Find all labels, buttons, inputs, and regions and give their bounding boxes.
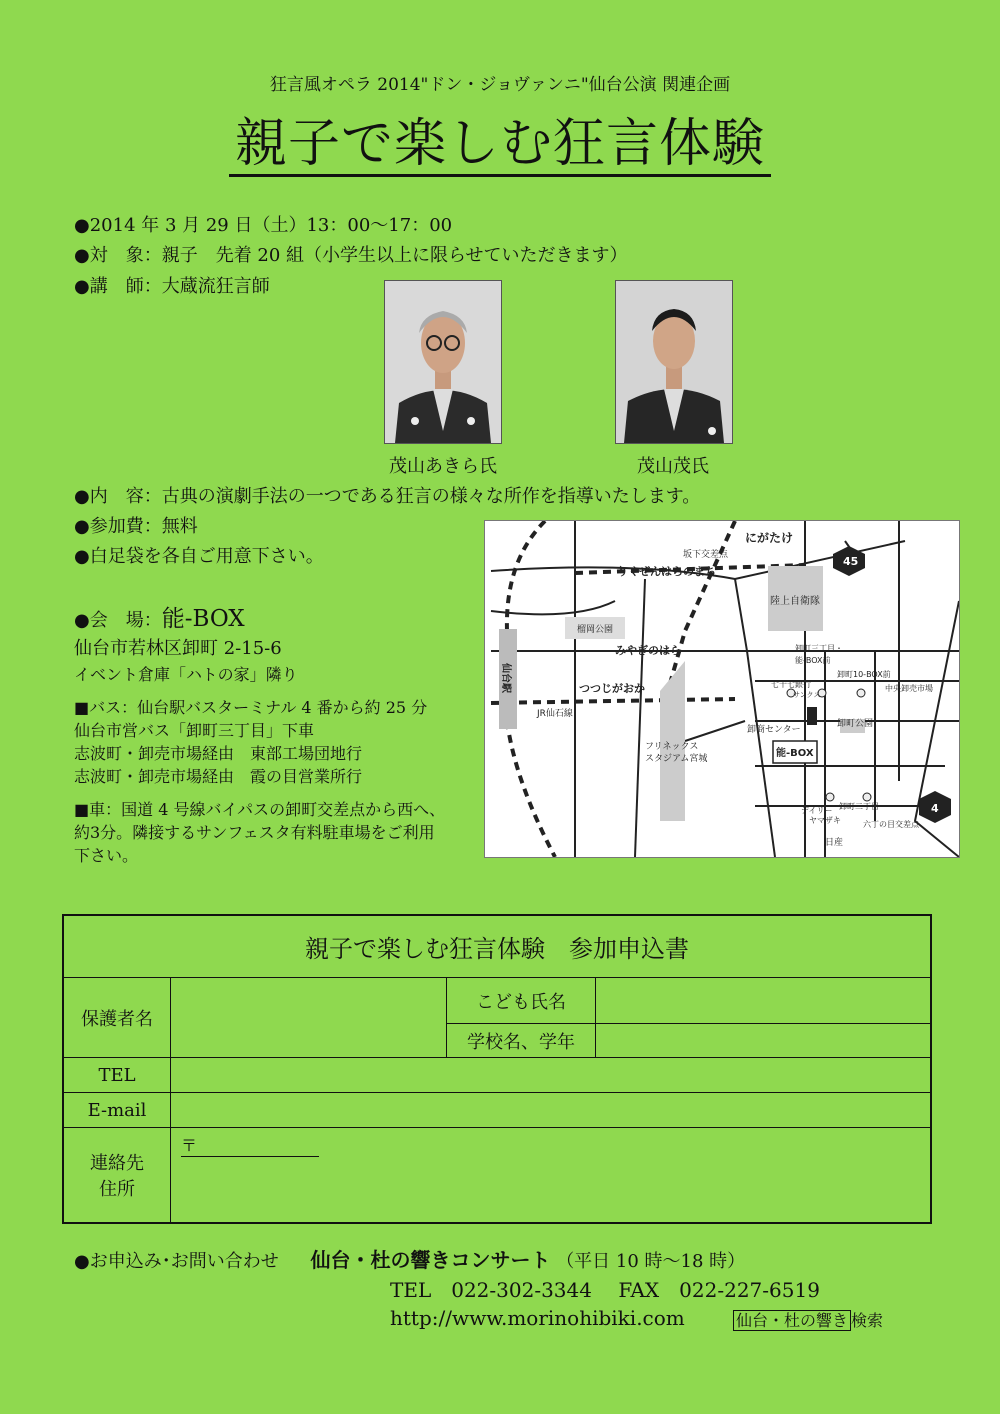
guardian-label: 保護者名 xyxy=(64,978,171,1058)
target-line: ●対 象：親子 先着 20 組（小学生以上に限らせていただきます） xyxy=(74,245,628,266)
contact-url[interactable]: http://www.morinohibiki.com xyxy=(390,1306,685,1330)
contact-line xyxy=(74,1244,745,1273)
portrait-akira-image xyxy=(385,281,501,443)
map-label-sankus: サンクス xyxy=(793,691,821,699)
search-keyword-box: 仙台・杜の響き xyxy=(733,1310,851,1331)
map-label-oroshi2: 卸町二丁目 xyxy=(839,802,879,811)
search-hint xyxy=(733,1308,883,1331)
photo-akira xyxy=(384,280,502,444)
guardian-input[interactable] xyxy=(171,978,447,1058)
bus-line-2: 仙台市営バス「卸町三丁目」下車 xyxy=(74,721,315,740)
bus-line-1: ■バス：仙台駅バスターミナル 4 番から約 25 分 xyxy=(74,698,428,717)
photo-shigeru xyxy=(615,280,733,444)
content-line: ●内 容：古典の演劇手法の一つである狂言の様々な所作を指導いたします。 xyxy=(74,486,701,507)
venue-label: ●会 場： xyxy=(74,610,162,631)
map-label-nigatake: にがたけ xyxy=(745,531,794,545)
school-input[interactable] xyxy=(596,1024,930,1058)
map-label-route4: 4 xyxy=(931,802,939,815)
map-label-jr: JR仙石線 xyxy=(537,709,573,719)
map-label-enokioka: 榴岡公園 xyxy=(577,625,614,635)
car-line-2: 約3分。隣接するサンフェスタ有料駐車場をご利用 xyxy=(74,823,435,842)
venue-name: 能-BOX xyxy=(161,606,245,632)
page-title xyxy=(0,108,1000,180)
contact-org: 仙台・杜の響きコンサート xyxy=(310,1248,551,1272)
title-text: 親子で楽しむ狂言体験 xyxy=(229,114,771,177)
address-label xyxy=(64,1128,171,1222)
venue-address: 仙台市若林区卸町 2-15-6 xyxy=(74,638,282,659)
tabi-line: ●白足袋を各自ご用意下さい。 xyxy=(74,546,324,567)
contact-hours: （平日 10 時～18 時） xyxy=(556,1251,746,1272)
instructor-line: ●講 師：大蔵流狂言師 xyxy=(74,276,270,297)
email-label: E-mail xyxy=(64,1093,171,1128)
address-label-line1: 連絡先 xyxy=(90,1153,144,1174)
map-label-frenix-1: フリネックス xyxy=(645,742,699,752)
car-line-1: ■車：国道 4 号線バイパスの卸町交差点から西へ、 xyxy=(74,800,446,819)
address-label-line2: 住所 xyxy=(99,1179,135,1200)
map-label-daily-2: ・ヤマザキ xyxy=(801,816,841,825)
map-label-rikuzen: りくぜんはらのまち xyxy=(617,565,716,578)
map-label-nobox-mae: 能-BOX前 xyxy=(795,656,831,665)
fee-line: ●参加費：無料 xyxy=(74,516,198,537)
map-label-sakashita: 坂下交差点 xyxy=(683,550,729,560)
access-map xyxy=(484,520,960,858)
portrait-shigeru-image xyxy=(616,281,732,443)
contact-tel-fax: TEL 022-302-3344 FAX 022-227-6519 xyxy=(390,1278,820,1302)
school-label: 学校名、学年 xyxy=(447,1024,596,1058)
map-label-oroshi3: 卸町三丁目・ xyxy=(795,644,843,653)
map-label-oroshi-park: 卸町公園 xyxy=(837,719,874,729)
map-label-bank77: 七十七銀行 xyxy=(771,680,811,689)
contact-label: ●お申込み･お問い合わせ xyxy=(74,1251,279,1272)
map-label-nobox: 能-BOX xyxy=(776,748,814,759)
car-line-3: 下さい。 xyxy=(74,846,139,865)
date-line: ●2014 年 3 月 29 日（土）13：00～17：00 xyxy=(74,215,453,236)
map-label-rokuchome: 六丁の目交差点 xyxy=(863,820,919,829)
address-input[interactable] xyxy=(171,1128,930,1222)
map-label-daily-1: デイリー xyxy=(801,806,833,815)
instructor-name-shigeru: 茂山茂氏 xyxy=(637,456,709,477)
event-subtitle: 狂言風オペラ 2014"ドン・ジョヴァンニ"仙台公演 関連企画 xyxy=(269,75,731,95)
map-label-jieitai: 陸上自衛隊 xyxy=(770,596,820,607)
map-label-sendai-station: 仙台駅 xyxy=(500,663,511,693)
child-name-label: こども氏名 xyxy=(447,978,596,1024)
map-label-chuo-market: 中央卸売市場 xyxy=(885,684,933,693)
map-label-tsutsuji: つつじがおか xyxy=(579,682,645,695)
form-title: 親子で楽しむ狂言体験 参加申込書 xyxy=(64,916,930,978)
bus-line-4: 志波町・卸売市場経由 霞の目営業所行 xyxy=(74,767,363,786)
nobox-marker xyxy=(807,707,817,725)
map-label-nissan: 日産 xyxy=(825,838,844,848)
venue-note: イベント倉庫「ハトの家」隣り xyxy=(74,665,298,684)
application-form xyxy=(62,914,932,1224)
email-input[interactable] xyxy=(171,1093,930,1128)
postal-field[interactable]: 〒 xyxy=(181,1136,319,1157)
map-label-frenix-2: スタジアム宮城 xyxy=(645,754,708,764)
map-label-oroshi10: 卸町10-BOX前 xyxy=(837,670,891,679)
map-drawing xyxy=(485,521,959,857)
map-label-oroshi-center: 卸商センター xyxy=(747,725,801,735)
venue-line xyxy=(74,600,245,633)
map-label-route45: 45 xyxy=(843,555,859,568)
search-word: 検索 xyxy=(851,1311,884,1330)
instructor-name-akira: 茂山あきら氏 xyxy=(389,456,497,477)
tel-label: TEL xyxy=(64,1058,171,1093)
bus-line-3: 志波町・卸売市場経由 東部工場団地行 xyxy=(74,744,363,763)
tel-input[interactable] xyxy=(171,1058,930,1093)
map-label-miyagino: みやぎのはら xyxy=(615,644,681,657)
child-name-input[interactable] xyxy=(596,978,930,1024)
